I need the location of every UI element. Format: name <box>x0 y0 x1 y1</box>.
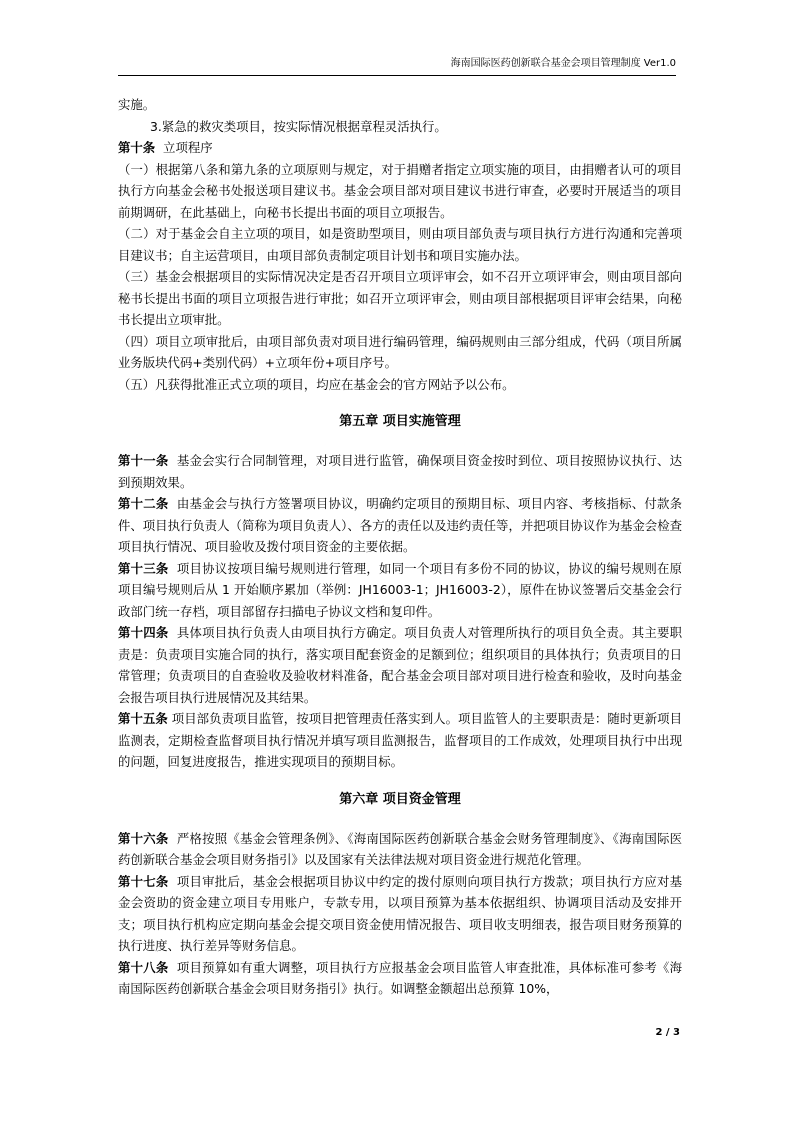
article-number: 第十五条 <box>118 711 168 726</box>
article-text: 立项程序 <box>155 140 213 155</box>
article-paragraph <box>118 137 682 159</box>
article-text: 项目审批后，基金会根据项目协议中约定的拨付原则向项目执行方拨款；项目执行方应对基金会资助的资金建立项目专用账户，专款专用，以项目预算为基本依据组织、协调项目活动及安排开支；项目执行机构应定期向基金会提交项目资金使用情况报告、项目收支明细表，报告项目财务预算的执行进度、执行差异等财务信息。 <box>118 873 682 953</box>
article-number: 第十七条 <box>118 873 169 889</box>
chapter-heading: 第六章 项目资金管理 <box>339 791 461 807</box>
running-header: 海南国际医药创新联合基金会项目管理制度 Ver1.0 <box>118 56 676 76</box>
article-text: 项目部负责项目监管，按项目把管理责任落实到人。项目监管人的主要职责是：随时更新项目监测表，定期检查监督项目执行情况并填写项目监测报告，监督项目的工作成效，处理项目执行中出现的问题，回复进度报告，推进实现项目的预期目标。 <box>118 711 682 769</box>
article-text: 项目预算如有重大调整，项目执行方应报基金会项目监管人审查批准，具体标准可参考《海南国际医药创新联合基金会项目财务指引》执行。如调整金额超出总预算 10%， <box>118 959 682 996</box>
body-paragraph: 实施。 <box>118 97 156 112</box>
body-paragraph: （四）项目立项审批后，由项目部负责对项目进行编码管理，编码规则由三部分组成，代码（项目所属业务版块代码+类别代码）+立项年份+项目序号。 <box>118 333 682 370</box>
article-number: 第十条 <box>118 140 156 155</box>
article-paragraph <box>118 450 682 493</box>
document-body <box>118 94 682 1000</box>
article-number: 第十八条 <box>118 959 169 975</box>
article-text: 基金会实行合同制管理，对项目进行监管，确保项目资金按时到位、项目按照协议执行、达到预期效果。 <box>118 453 682 490</box>
article-paragraph <box>118 493 682 558</box>
article-number: 第十三条 <box>118 560 169 576</box>
article-paragraph <box>118 957 682 1000</box>
body-paragraph: （一）根据第八条和第九条的立项原则与规定，对于捐赠者指定立项实施的项目，由捐赠者认可的项目执行方向基金会秘书处报送项目建议书。基金会项目部对项目建议书进行审查，必要时开展适当的项目前期调研，在此基础上，向秘书长提出书面的项目立项报告。 <box>118 161 682 220</box>
body-paragraph: （三）基金会根据项目的实际情况决定是否召开项目立项评审会，如不召开立项评审会，则由项目部向秘书长提出书面的项目立项报告进行审批；如召开立项评审会，则由项目部根据项目评审会结果，向秘书长提出立项审批。 <box>118 269 682 327</box>
article-number: 第十一条 <box>118 453 169 468</box>
body-paragraph: 3.紧急的救灾类项目，按实际情况根据章程灵活执行。 <box>150 118 447 134</box>
article-text: 项目协议按项目编号规则进行管理，如同一个项目有多份不同的协议，协议的编号规则在原项目编号规则后从 1 开始顺序累加（举例：JH16003-1；JH16003-2），原件在协议签署后交基金会行政部门统一存档，项目部留存扫描电子协议文档和复印件。 <box>118 560 682 619</box>
article-number: 第十六条 <box>118 830 169 846</box>
article-paragraph <box>118 558 682 623</box>
chapter-heading: 第五章 项目实施管理 <box>339 414 461 429</box>
article-paragraph <box>118 828 682 871</box>
body-paragraph: （二）对于基金会自主立项的项目，如是资助型项目，则由项目部负责与项目执行方进行沟通和完善项目建议书；自主运营项目，由项目部负责制定项目计划书和项目实施办法。 <box>118 226 682 263</box>
page-number: 2 / 3 <box>655 1027 680 1038</box>
article-number: 第十二条 <box>118 496 169 511</box>
article-number: 第十四条 <box>118 625 169 640</box>
article-paragraph <box>118 622 682 708</box>
article-text: 严格按照《基金会管理条例》、《海南国际医药创新联合基金会财务管理制度》、《海南国际医药创新联合基金会项目财务指引》以及国家有关法律法规对项目资金进行规范化管理。 <box>118 830 683 867</box>
article-text: 具体项目执行负责人由项目执行方确定。项目负责人对管理所执行的项目负全责。其主要职责是：负责项目实施合同的执行，落实项目配套资金的足额到位；组织项目的具体执行；负责项目的日常管理；负责项目的自查验收及验收材料准备，配合基金会项目部对项目进行检查和验收，及时向基金会报告项目执行进展情况及其结果。 <box>118 625 682 705</box>
body-paragraph: （五）凡获得批准正式立项的项目，均应在基金会的官方网站予以公布。 <box>118 376 515 392</box>
article-text: 由基金会与执行方签署项目协议，明确约定项目的预期目标、项目内容、考核指标、付款条件、项目执行负责人（简称为项目负责人）、各方的责任以及违约责任等，并把项目协议作为基金会检查项目执行情况、项目验收及拨付项目资金的主要依据。 <box>118 496 682 554</box>
article-paragraph <box>118 871 682 957</box>
article-paragraph <box>118 708 682 773</box>
